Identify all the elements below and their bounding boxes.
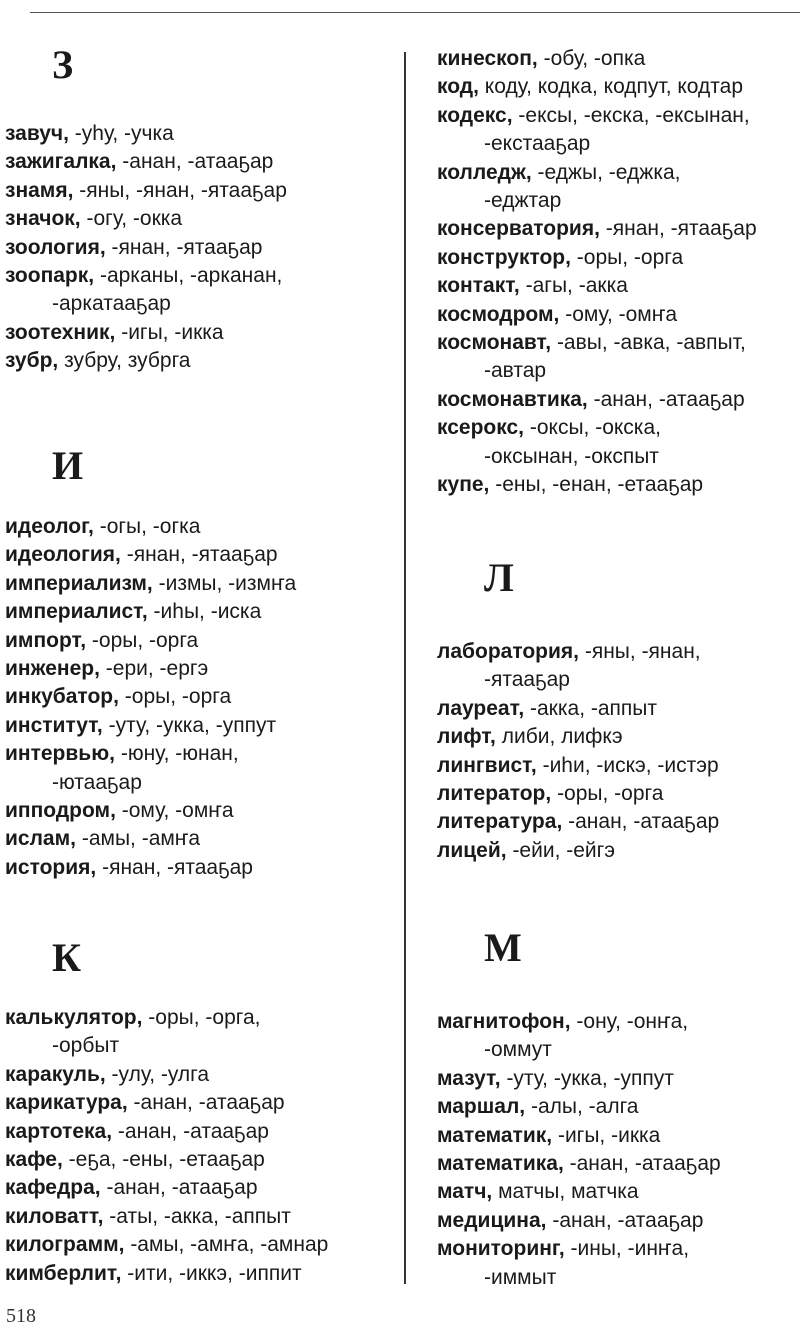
inflection-forms: зубру, зубрга xyxy=(64,349,191,373)
inflection-forms-continued: -оксынан, -окспыт xyxy=(484,444,659,468)
dictionary-entry xyxy=(5,541,296,569)
headword: лауреат, xyxy=(437,696,525,720)
dictionary-entry xyxy=(5,234,287,262)
dictionary-entry xyxy=(437,414,757,471)
dictionary-entry xyxy=(5,598,296,626)
headword: зубр, xyxy=(5,349,59,373)
dictionary-entry xyxy=(5,740,296,797)
inflection-forms: коду, кодка, кодпут, кодтар xyxy=(484,75,744,99)
dictionary-entry xyxy=(437,1235,721,1292)
inflection-forms: -анан, -атааҕар xyxy=(106,1176,258,1200)
headword: код, xyxy=(437,75,479,99)
headword: история, xyxy=(5,855,97,879)
inflection-forms: -улу, -улга xyxy=(111,1062,210,1086)
dictionary-entry xyxy=(437,1065,721,1093)
dictionary-entry xyxy=(437,808,719,836)
top-rule xyxy=(30,12,800,13)
section-letter: З xyxy=(52,42,74,87)
headword: колледж, xyxy=(437,160,532,184)
inflection-forms: -анан, -атааҕар xyxy=(593,387,745,411)
headword: зоология, xyxy=(5,235,106,259)
dictionary-entry xyxy=(437,837,719,865)
inflection-forms: -аты, -акка, -аппыт xyxy=(109,1204,291,1228)
dictionary-entry xyxy=(5,712,296,740)
dictionary-entry xyxy=(437,329,757,386)
dictionary-entry xyxy=(5,683,296,711)
headword: ксерокс, xyxy=(437,416,524,440)
dictionary-entry xyxy=(437,244,757,272)
headword: киловатт, xyxy=(5,1204,104,1228)
dictionary-entry xyxy=(5,825,296,853)
dictionary-entry xyxy=(5,205,287,233)
dictionary-entry xyxy=(437,1008,721,1065)
headword: империализм, xyxy=(5,571,153,595)
headword: космонавт, xyxy=(437,331,552,355)
inflection-forms: -обу, -опка xyxy=(543,47,646,70)
headword: лаборатория, xyxy=(437,640,579,663)
headword: карикатура, xyxy=(5,1091,128,1115)
dictionary-entry xyxy=(437,102,757,159)
inflection-forms-continued: -автар xyxy=(484,359,547,383)
headword: мазут, xyxy=(437,1066,501,1090)
inflection-forms: -ому, -омҥа xyxy=(121,799,234,823)
inflection-forms: -арканы, -арканан, xyxy=(99,264,283,288)
headword: картотека, xyxy=(5,1119,113,1143)
headword: институт, xyxy=(5,713,103,737)
dictionary-entry xyxy=(437,1150,721,1178)
inflection-forms: -еҕа, -ены, -етааҕар xyxy=(68,1148,265,1172)
dictionary-entry xyxy=(437,1093,721,1121)
inflection-forms-continued: -иммыт xyxy=(484,1265,557,1289)
headword: кодекс, xyxy=(437,103,513,127)
headword: каракуль, xyxy=(5,1062,106,1086)
inflection-forms: -яны, -янан, -ятааҕар xyxy=(79,178,287,202)
inflection-forms: -ены, -енан, -етааҕар xyxy=(495,473,704,497)
inflection-forms: -амы, -амҥа xyxy=(81,827,201,851)
inflection-forms: -уту, -укка, -уппут xyxy=(506,1066,674,1090)
dictionary-entry xyxy=(5,627,296,655)
dictionary-entry xyxy=(437,638,719,695)
headword: медицина, xyxy=(437,1208,547,1232)
inflection-forms: -анан, -атааҕар xyxy=(117,1119,269,1143)
inflection-forms: -алы, -алга xyxy=(530,1095,639,1119)
headword: интервью, xyxy=(5,742,115,766)
headword: лицей, xyxy=(437,838,507,862)
inflection-forms: -огы, -огка xyxy=(99,515,201,538)
inflection-forms: -янан, -ятааҕар xyxy=(102,855,253,879)
headword: зоопарк, xyxy=(5,264,95,288)
entry-list xyxy=(5,120,287,376)
inflection-forms: -ейи, -ейгэ xyxy=(512,838,616,862)
inflection-forms: -анан, -атааҕар xyxy=(133,1091,285,1115)
inflection-forms: -ексы, -екска, -ексынан, xyxy=(518,103,750,127)
inflection-forms: -игы, -икка xyxy=(121,320,224,344)
dictionary-entry xyxy=(5,262,287,319)
dictionary-entry xyxy=(5,177,287,205)
headword: инженер, xyxy=(5,657,100,681)
section-letter: И xyxy=(52,443,84,488)
inflection-forms: -иһы, -иска xyxy=(153,600,262,624)
dictionary-entry xyxy=(437,1207,721,1235)
headword: калькулятор, xyxy=(5,1006,143,1029)
inflection-forms: -оксы, -окска, xyxy=(529,416,661,440)
entry-list xyxy=(5,513,296,882)
headword: матч, xyxy=(437,1180,493,1204)
headword: идеология, xyxy=(5,543,121,567)
dictionary-entry xyxy=(437,752,719,780)
headword: магнитофон, xyxy=(437,1010,571,1033)
inflection-forms: -ому, -омҥа xyxy=(565,302,678,326)
dictionary-entry xyxy=(437,386,757,414)
dictionary-entry xyxy=(5,120,287,148)
inflection-forms: либи, лифкэ xyxy=(501,725,623,749)
dictionary-entry xyxy=(5,1146,328,1174)
headword: лингвист, xyxy=(437,753,537,777)
inflection-forms-continued: -екстааҕар xyxy=(484,132,591,156)
dictionary-entry xyxy=(5,1231,328,1259)
inflection-forms: -ери, -ергэ xyxy=(105,657,209,681)
dictionary-entry xyxy=(5,570,296,598)
headword: идеолог, xyxy=(5,515,94,538)
dictionary-entry xyxy=(5,347,287,375)
inflection-forms-continued: -аркатааҕар xyxy=(52,292,171,316)
dictionary-entry xyxy=(437,780,719,808)
headword: литература, xyxy=(437,810,563,834)
headword: кафе, xyxy=(5,1148,63,1172)
inflection-forms: -оры, -орга xyxy=(557,782,664,806)
section-letter: Л xyxy=(484,555,514,600)
dictionary-entry xyxy=(5,854,296,882)
headword: ипподром, xyxy=(5,799,116,823)
dictionary-entry xyxy=(5,1089,328,1117)
headword: значок, xyxy=(5,207,81,231)
inflection-forms: -оры, -орга xyxy=(91,628,199,652)
inflection-forms: -оры, -орга, xyxy=(148,1006,261,1029)
inflection-forms: -измы, -измҥа xyxy=(158,571,297,595)
headword: зажигалка, xyxy=(5,150,117,174)
dictionary-entry xyxy=(437,695,719,723)
inflection-forms: -яны, -янан, xyxy=(584,640,701,663)
dictionary-entry xyxy=(5,1260,328,1288)
inflection-forms: -ити, -иккэ, -иппит xyxy=(127,1261,302,1285)
page-number: 518 xyxy=(6,1305,36,1327)
headword: математик, xyxy=(437,1123,553,1147)
inflection-forms: -анан, -атааҕар xyxy=(122,150,274,174)
headword: контакт, xyxy=(437,274,520,298)
inflection-forms: -игы, -икка xyxy=(557,1123,661,1147)
inflection-forms: -янан, -ятааҕар xyxy=(605,217,757,241)
dictionary-entry xyxy=(5,1061,328,1089)
headword: инкубатор, xyxy=(5,685,119,709)
headword: килограмм, xyxy=(5,1233,125,1257)
inflection-forms: -уту, -укка, -уппут xyxy=(108,713,277,737)
dictionary-entry xyxy=(437,73,757,101)
dictionary-entry xyxy=(5,513,296,541)
headword: конструктор, xyxy=(437,245,571,269)
headword: знамя, xyxy=(5,178,74,202)
headword: кинескоп, xyxy=(437,47,538,70)
inflection-forms: матчы, матчка xyxy=(498,1180,639,1204)
inflection-forms-continued: -оммут xyxy=(484,1038,552,1062)
inflection-forms: -амы, -амҥа, -амнар xyxy=(130,1233,329,1257)
entry-list xyxy=(5,1004,328,1288)
entry-list xyxy=(437,638,719,865)
inflection-forms: -анан, -атааҕар xyxy=(569,1152,721,1176)
headword: импорт, xyxy=(5,628,87,652)
dictionary-entry xyxy=(437,471,757,499)
inflection-forms: -анан, -атааҕар xyxy=(552,1208,704,1232)
inflection-forms-continued: -ятааҕар xyxy=(484,668,570,692)
dictionary-entry xyxy=(437,215,757,243)
headword: консерватория, xyxy=(437,217,600,241)
inflection-forms: -авы, -авка, -авпыт, xyxy=(556,331,746,355)
dictionary-entry xyxy=(5,1174,328,1202)
dictionary-entry xyxy=(5,655,296,683)
dictionary-entry xyxy=(437,1122,721,1150)
inflection-forms: -иһи, -искэ, -истэр xyxy=(542,753,719,777)
dictionary-entry xyxy=(437,272,757,300)
inflection-forms: -ону, -онҥа, xyxy=(576,1010,689,1033)
inflection-forms: -ины, -инҥа, xyxy=(570,1237,690,1261)
headword: мониторинг, xyxy=(437,1237,565,1261)
headword: космодром, xyxy=(437,302,560,326)
entry-list xyxy=(437,45,757,500)
inflection-forms: -юну, -юнан, xyxy=(120,742,239,766)
headword: космонавтика, xyxy=(437,387,588,411)
headword: лифт, xyxy=(437,725,496,749)
dictionary-entry xyxy=(437,1178,721,1206)
inflection-forms: -акка, -аппыт xyxy=(530,696,657,720)
dictionary-entry xyxy=(5,797,296,825)
inflection-forms: -янан, -ятааҕар xyxy=(111,235,263,259)
headword: купе, xyxy=(437,473,490,497)
headword: ислам, xyxy=(5,827,76,851)
inflection-forms-continued: -ютааҕар xyxy=(52,770,142,794)
dictionary-entry xyxy=(437,723,719,751)
headword: маршал, xyxy=(437,1095,526,1119)
headword: зоотехник, xyxy=(5,320,116,344)
headword: империалист, xyxy=(5,600,148,624)
headword: кафедра, xyxy=(5,1176,101,1200)
inflection-forms: -оры, -орга xyxy=(124,685,232,709)
inflection-forms: -огу, -окка xyxy=(86,207,183,231)
column-divider xyxy=(404,52,406,1284)
dictionary-entry xyxy=(5,1203,328,1231)
dictionary-entry xyxy=(437,301,757,329)
headword: кимберлит, xyxy=(5,1261,122,1285)
headword: математика, xyxy=(437,1152,564,1176)
section-letter: К xyxy=(52,935,82,980)
headword: завуч, xyxy=(5,122,69,145)
inflection-forms-continued: -еджтар xyxy=(484,189,562,213)
inflection-forms: -янан, -ятааҕар xyxy=(126,543,278,567)
inflection-forms-continued: -орбыт xyxy=(52,1034,120,1058)
section-letter: М xyxy=(484,925,522,970)
inflection-forms: -уһу, -учка xyxy=(74,122,174,145)
dictionary-entry xyxy=(5,1118,328,1146)
inflection-forms: -анан, -атааҕар xyxy=(568,810,720,834)
dictionary-entry xyxy=(5,148,287,176)
dictionary-entry xyxy=(5,319,287,347)
dictionary-entry xyxy=(437,159,757,216)
inflection-forms: -оры, -орга xyxy=(576,245,684,269)
inflection-forms: -еджы, -еджка, xyxy=(537,160,681,184)
dictionary-entry xyxy=(437,45,757,73)
dictionary-entry xyxy=(5,1004,328,1061)
entry-list xyxy=(437,1008,721,1292)
headword: литератор, xyxy=(437,782,552,806)
inflection-forms: -агы, -акка xyxy=(525,274,628,298)
